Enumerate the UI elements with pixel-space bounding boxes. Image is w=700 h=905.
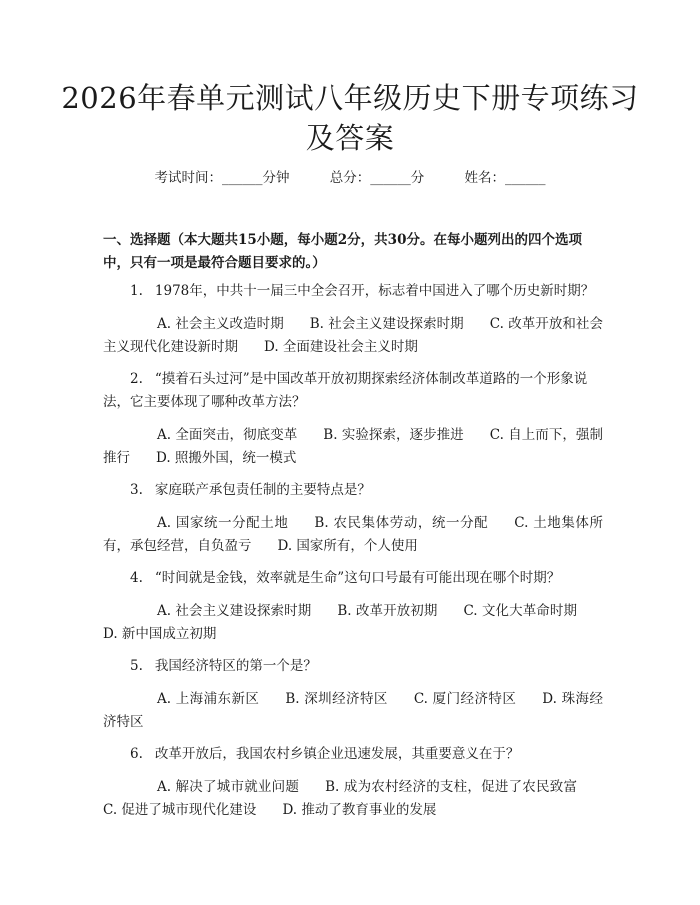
question-number: 2. (130, 371, 143, 387)
option-a: A. 社会主义改造时期 (157, 316, 284, 332)
question-options (103, 776, 603, 822)
option-d: D. 国家所有，个人使用 (277, 538, 418, 554)
question-item (103, 743, 603, 822)
question-text: 改革开放后，我国农村乡镇企业迅速发展，其重要意义在于？ (154, 746, 520, 762)
question-stem (103, 743, 603, 766)
question-text: 家庭联产承包责任制的主要特点是？ (154, 482, 371, 498)
question-options (103, 424, 603, 470)
exam-total-score: 总分：______分 (329, 170, 425, 186)
option-b: B. 农民集体劳动，统一分配 (314, 515, 489, 531)
option-a: A. 解决了城市就业问题 (157, 779, 300, 795)
question-stem (103, 280, 603, 303)
option-c: C. 厦门经济特区 (413, 691, 517, 707)
question-item (103, 655, 603, 734)
question-number: 6. (130, 746, 143, 762)
question-stem (103, 567, 603, 590)
option-a: A. 国家统一分配土地 (157, 515, 289, 531)
question-item (103, 368, 603, 470)
option-c: C. 改革开放和社会主义现代化建设新时期 (103, 316, 603, 355)
option-d: D. 新中国成立初期 (103, 626, 217, 642)
option-c: C. 土地集体所有，承包经营，自负盈亏 (103, 515, 603, 554)
exam-time: 考试时间：______分钟 (154, 170, 290, 186)
option-c: C. 文化大革命时期 (463, 603, 577, 619)
question-stem (103, 479, 603, 502)
section-heading: 一、选择题（本大题共15小题，每小题2分，共30分。在每小题列出的四个选项中，只有一项是最符合题目要求的。） (103, 232, 582, 271)
question-options (103, 313, 603, 359)
option-d: D. 推动了教育事业的发展 (282, 802, 437, 818)
question-options (103, 512, 603, 558)
option-b: B. 实验探索，逐步推进 (323, 427, 464, 443)
question-options (103, 688, 603, 734)
question-item (103, 280, 603, 359)
question-text: 我国经济特区的第一个是？ (154, 658, 317, 674)
option-d: D. 珠海经济特区 (103, 691, 603, 730)
question-text: “时间就是金钱，效率就是生命”这句口号最有可能出现在哪个时期？ (154, 570, 561, 586)
question-number: 4. (130, 570, 143, 586)
question-stem (103, 368, 603, 414)
question-options (103, 600, 603, 646)
option-b: B. 社会主义建设探索时期 (309, 316, 464, 332)
question-item (103, 567, 603, 646)
option-a: A. 上海浦东新区 (157, 691, 260, 707)
option-c: C. 自上而下，强制推行 (103, 427, 603, 466)
question-list (103, 280, 603, 831)
option-b: B. 改革开放初期 (337, 603, 438, 619)
question-text: 1978年，中共十一届三中全会召开，标志着中国进入了哪个历史新时期？ (154, 283, 595, 299)
question-item (103, 479, 603, 558)
document-title: 2026年春单元测试八年级历史下册专项练习及答案 (61, 81, 639, 155)
question-text: “摸着石头过河”是中国改革开放初期探索经济体制改革道路的一个形象说法，它主要体现了哪种改革方法？ (103, 371, 588, 410)
question-stem (103, 655, 603, 678)
question-number: 5. (130, 658, 143, 674)
question-number: 3. (130, 482, 143, 498)
option-b: B. 深圳经济特区 (285, 691, 388, 707)
option-b: B. 成为农村经济的支柱，促进了农民致富 (325, 779, 577, 795)
student-name: 姓名：______ (464, 170, 546, 186)
exam-info-line (0, 168, 700, 188)
option-d: D. 全面建设社会主义时期 (264, 339, 418, 355)
question-number: 1. (130, 283, 143, 299)
option-d: D. 照搬外国，统一模式 (156, 450, 297, 466)
option-a: A. 全面突击，彻底变革 (157, 427, 298, 443)
option-c: C. 促进了城市现代化建设 (103, 802, 257, 818)
option-a: A. 社会主义建设探索时期 (157, 603, 312, 619)
